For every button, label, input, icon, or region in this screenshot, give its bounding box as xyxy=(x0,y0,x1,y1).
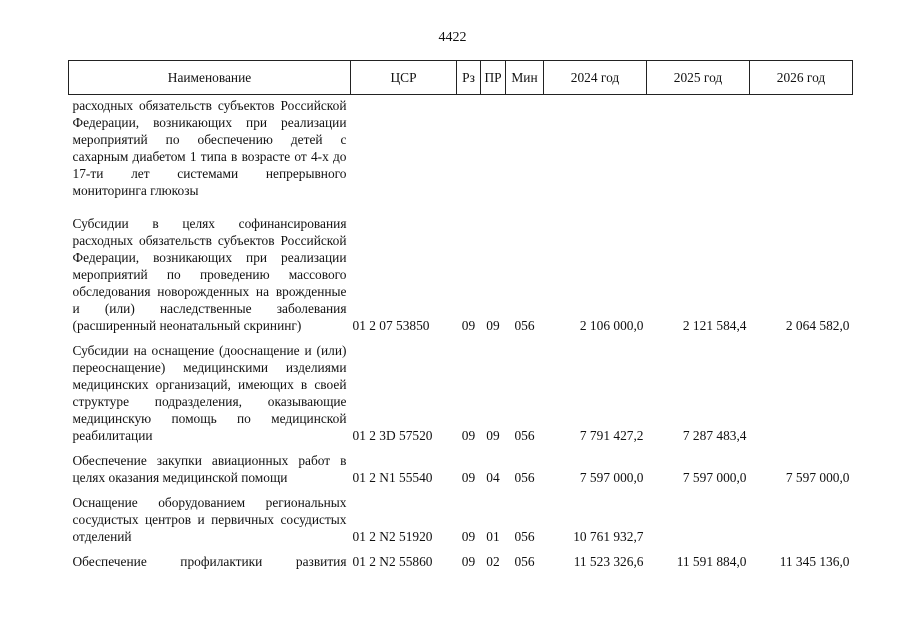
row-2025: 11 591 884,0 xyxy=(676,554,747,569)
table-row xyxy=(69,486,853,545)
header-rz: Рз xyxy=(457,61,481,95)
row-2026: 2 064 582,0 xyxy=(785,318,850,333)
row-name: Обеспечение закупки авиационных работ в целях оказания медицинской помощи xyxy=(72,453,347,485)
row-csr xyxy=(351,95,457,200)
row-rz: 09 xyxy=(461,529,476,544)
row-csr: 01 2 N2 51920 xyxy=(352,529,433,544)
row-name: Оснащение оборудованием региональных сосудистых центров и первичных сосудистых отделений xyxy=(72,495,347,544)
row-pr: 01 xyxy=(486,529,500,544)
row-rz: 09 xyxy=(461,318,476,333)
table-row xyxy=(69,95,853,200)
table-row xyxy=(69,334,853,444)
row-min: 056 xyxy=(514,529,535,544)
row-name: Субсидии в целях софинансирования расходных обязательств субъектов Российской Федерации, возникающих при реализации мероприятий по проведению массового обследования новорожденных на врожденные и (или) наследственные заболевания (расширенный неонатальный скрининг) xyxy=(72,216,347,333)
row-csr: 01 2 N2 55860 xyxy=(352,554,433,569)
row-2026 xyxy=(750,334,853,444)
row-2026 xyxy=(750,95,853,200)
row-2024: 11 523 326,6 xyxy=(573,554,644,569)
row-2026: 7 597 000,0 xyxy=(785,470,850,485)
row-pr: 04 xyxy=(486,470,500,485)
row-csr: 01 2 3D 57520 xyxy=(352,428,433,443)
row-min: 056 xyxy=(514,554,535,569)
header-2024: 2024 год xyxy=(544,61,647,95)
row-min: 056 xyxy=(514,318,535,333)
row-name: Субсидии на оснащение (дооснащение и (или) переоснащение) медицинскими изделиями медицинских организаций, имеющих в своей структуре подразделения, оказывающие медицинскую помощь по медицинской реабилитации xyxy=(72,343,347,443)
table-header xyxy=(69,61,853,95)
header-name: Наименование xyxy=(69,61,351,95)
row-2024: 7 597 000,0 xyxy=(579,470,644,485)
row-csr: 01 2 N1 55540 xyxy=(352,470,433,485)
row-rz: 09 xyxy=(461,554,476,569)
row-name: расходных обязательств субъектов Российской Федерации, возникающих при реализации мероприятий по обеспечению детей с сахарным диабетом 1 типа в возрасте от 4-х до 17-ти лет системами непрерывного мониторинга глюкозы xyxy=(72,98,347,198)
row-2024 xyxy=(544,95,647,200)
row-name: Обеспечение профилактики развития xyxy=(72,554,347,569)
table-row xyxy=(69,199,853,334)
header-2025: 2025 год xyxy=(647,61,750,95)
row-min xyxy=(506,95,544,200)
page-number: 4422 xyxy=(438,30,467,45)
row-2024: 2 106 000,0 xyxy=(579,318,644,333)
row-pr xyxy=(481,95,506,200)
row-pr: 09 xyxy=(486,428,500,443)
row-2025: 7 597 000,0 xyxy=(682,470,747,485)
row-csr: 01 2 07 53850 xyxy=(352,318,430,333)
row-rz xyxy=(457,95,481,200)
row-2025: 7 287 483,4 xyxy=(682,428,747,443)
row-min: 056 xyxy=(514,470,535,485)
row-2026 xyxy=(750,486,853,545)
table-row xyxy=(69,545,853,570)
row-2025: 2 121 584,4 xyxy=(682,318,747,333)
row-min: 056 xyxy=(514,428,535,443)
table-row xyxy=(69,444,853,486)
header-2026: 2026 год xyxy=(750,61,853,95)
row-2026: 11 345 136,0 xyxy=(779,554,850,569)
header-min: Мин xyxy=(506,61,544,95)
row-2024: 10 761 932,7 xyxy=(573,529,644,544)
row-pr: 02 xyxy=(486,554,500,569)
row-pr: 09 xyxy=(486,318,500,333)
row-2024: 7 791 427,2 xyxy=(579,428,644,443)
header-csr: ЦСР xyxy=(351,61,457,95)
row-2025 xyxy=(647,486,750,545)
row-rz: 09 xyxy=(461,428,476,443)
row-2025 xyxy=(647,95,750,200)
header-pr: ПР xyxy=(481,61,506,95)
row-rz: 09 xyxy=(461,470,476,485)
budget-table xyxy=(68,60,853,570)
